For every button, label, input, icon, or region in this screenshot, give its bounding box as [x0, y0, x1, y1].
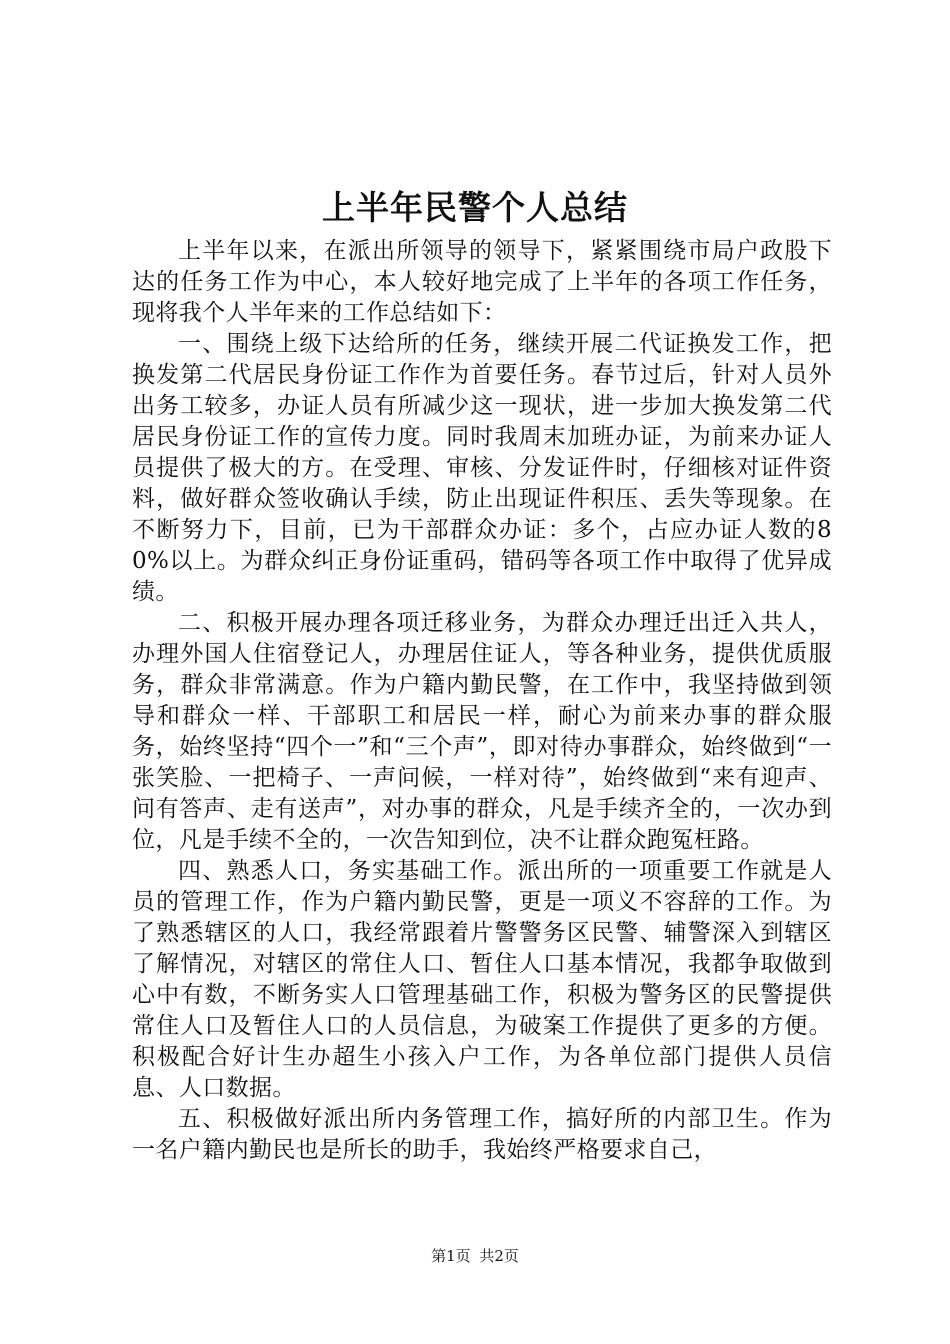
page-number-total: 共2页 — [479, 1247, 519, 1265]
paragraph-section-4: 四、熟悉人口，务实基础工作。派出所的一项重要工作就是人员的管理工作，作为户籍内勤民警，更是一项义不容辞的工作。为了熟悉辖区的人口，我经常跟着片警警务区民警、辅警深入到辖区了解情况，对辖区的常住人口、暂住人口基本情况，我都争取做到心中有数，不断务实人口管理基础工作，积极为警务区的民警提供常住人口及暂住人口的人员信息，为破案工作提供了更多的方便。积极配合好计生办超生小孩入户工作，为各单位部门提供人员信息、人口数据。 — [132, 858, 832, 1101]
document-title: 上半年民警个人总结 — [322, 188, 628, 227]
page-footer — [0, 1246, 950, 1266]
paragraph-section-1: 一、围绕上级下达给所的任务，继续开展二代证换发工作，把换发第二代居民身份证工作作为首要任务。春节过后，针对人员外出务工较多，办证人员有所减少这一现状，进一步加大换发第二代居民身份证工作的宣传力度。同时我周末加班办证，为前来办证人员提供了极大的方。在受理、审核、分发证件时，仔细核对证件资料，做好群众签收确认手续，防止出现证件积压、丢失等现象。在不断努力下，目前，已为干部群众办证：多个，占应办证人数的80%以上。为群众纠正身份证重码，错码等各项工作中取得了优异成绩。 — [132, 331, 832, 605]
paragraph-section-5: 五、积极做好派出所内务管理工作，搞好所的内部卫生。作为一名户籍内勤民也是所长的助手，我始终严格要求自己， — [132, 1106, 832, 1163]
page-number-current: 第1页 — [431, 1247, 471, 1265]
paragraph-section-2: 二、积极开展办理各项迁移业务，为群众办理迁出迁入共人，办理外国人住宿登记人，办理居住证人，等各种业务，提供优质服务，群众非常满意。作为户籍内勤民警，在工作中，我坚持做到领导和群众一样、干部职工和居民一样，耐心为前来办事的群众服务，始终坚持“四个一”和“三个声”，即对待办事群众，始终做到“一张笑脸、一把椅子、一声问候，一样对待”，始终做到“来有迎声、问有答声、走有送声”，对办事的群众，凡是手续齐全的，一次办到位，凡是手续不全的，一次告知到位，决不让群众跑冤枉路。 — [132, 610, 832, 853]
paragraph-intro: 上半年以来，在派出所领导的领导下，紧紧围绕市局户政股下达的任务工作为中心，本人较好地完成了上半年的各项工作任务，现将我个人半年来的工作总结如下： — [132, 238, 832, 326]
document-body — [132, 236, 832, 1166]
